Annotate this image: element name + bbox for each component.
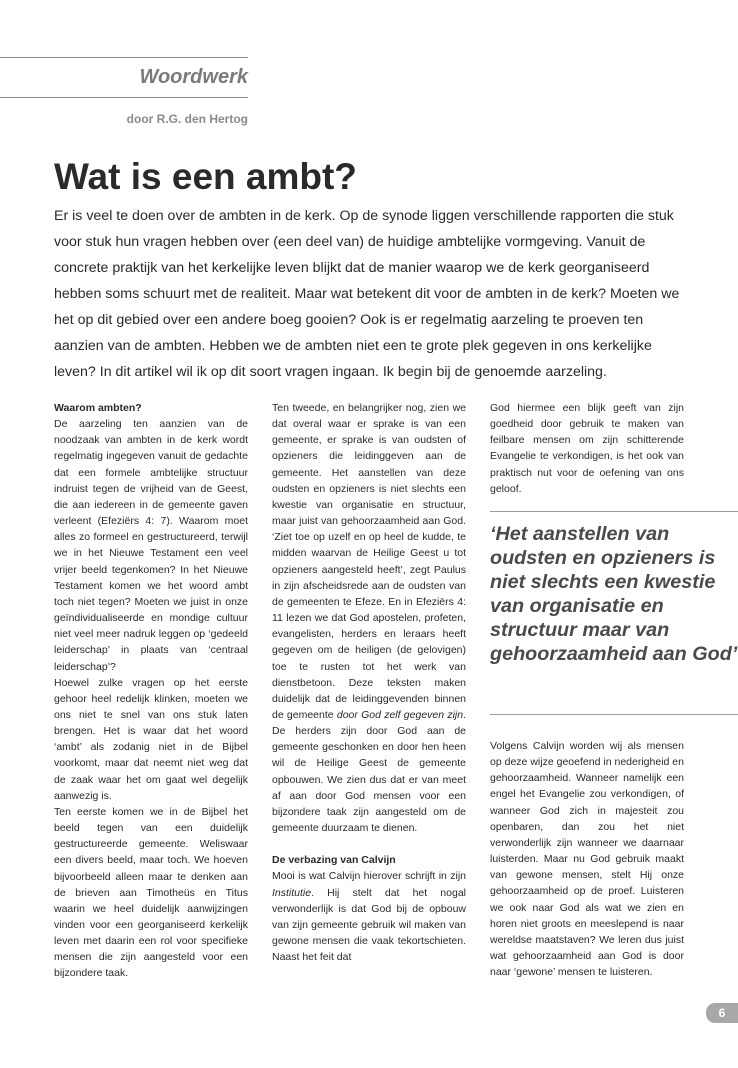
text-run: Ten tweede, en belangrijker nog, zien we dat overal waar er sprake is van een gemeente, er sprake is van oudsten of opzieners die leidinggeven aan de gemeente. Het aanstellen van deze oudsten en opzieners is niet slechts een kwestie van organisatie en structuur, maar juist van gehoorzaamheid aan God. ‘Ziet toe op uzelf en op heel de kudde, te midden waarvan de Heilige Geest u tot opzieners aangesteld heeft’, zegt Paulus in zijn afscheidsrede aan de oudsten van de gemeenten te Efeze. En in Efeziërs 4: 11 lezen we dat God apostelen, profeten, evangelisten, herders en leraars heeft gegeven om de heiligen (de gelovigen) toe te rusten tot het werk van dienstbetoon. Deze teksten maken duidelijk dat de leidinggevenden binnen de gemeente — [272, 402, 466, 721]
paragraph: Ten eerste komen we in de Bijbel het beeld tegen van een duidelijk gestructureerde gemeente. Weliswaar een divers beeld, maar toch. We hoeven bijvoorbeeld alleen maar te denken aan de brieven aan Timotheüs en Titus waarin we heel duidelijk aanwijzingen vinden voor een georganiseerd kerkelijk leven met daarin een rol voor specifieke mensen die zijn aangesteld voor een bijzondere taak. — [54, 805, 248, 980]
column-3 — [490, 400, 684, 497]
subheading-waarom-ambten: Waarom ambten? — [54, 402, 142, 414]
paragraph — [272, 868, 466, 965]
page-number-badge: 6 — [706, 1003, 738, 1023]
paragraph: Volgens Calvijn worden wij als mensen op deze wijze geoefend in nederigheid en gehoorzaamheid. Wanneer namelijk een engel het Evangelie zou verkondigen, of wanneer God zich in majesteit zou openbaren, dan zou het niet verwonderlijk zijn wanneer we daarnaar luisterden. Maar nu God gebruik maakt van gewone mensen, stelt Hij onze gehoorzaamheid op de proef. Luisteren we ook naar God als wat we zien en horen niet groots en meeslepend is naar wereldse maatstaven? We leren dus juist wat gehoorzaamheid aan God is door naar ‘gewone’ mensen te luisteren. — [490, 740, 684, 979]
column-1 — [54, 400, 248, 982]
pull-quote: ‘Het aanstellen van oudsten en opzieners is niet slechts een kwestie van organisatie en structuur maar van gehoorzaamheid aan God’ — [490, 523, 738, 665]
header-rule-bottom — [0, 97, 248, 98]
author-byline: door R.G. den Hertog — [126, 112, 248, 126]
subheading-verbazing-calvijn: De verbazing van Calvijn — [272, 854, 396, 867]
header-rule-top — [0, 57, 248, 58]
article-title: Wat is een ambt? — [54, 156, 357, 197]
paragraph: Hoewel zulke vragen op het eerste gehoor heel redelijk klinken, moeten we ons niet te snel van ons stuk laten brengen. Het is waar dat het woord ‘ambt’ als zodanig niet in de Bijbel voorkomt, maar dat neemt niet weg dat de zaak waar het om gaat wel degelijk aanwezig is. — [54, 676, 248, 802]
text-run: . Hij stelt dat het nogal verwonderlijk is dat God bij de opbouw van zijn gemeente gebruik wil maken van gewone mensen die vaak tekortschieten. Naast het feit dat — [272, 886, 466, 964]
column-3-continued — [490, 738, 684, 980]
spacer — [272, 836, 466, 852]
emphasis: Institutie — [272, 886, 312, 899]
pullquote-rule-top — [490, 511, 738, 512]
pullquote-rule-bottom — [490, 714, 738, 715]
section-title: Woordwerk — [139, 66, 248, 88]
paragraph — [272, 400, 466, 836]
text-run: Mooi is wat Calvijn hierover schrijft in zijn — [272, 870, 466, 883]
emphasis: door God zelf gegeven zijn — [336, 708, 464, 721]
article-intro: Er is veel te doen over de ambten in de kerk. Op de synode liggen verschillende rapporten die stuk voor stuk hun vragen hebben over (een deel van) de huidige ambtelijke vormgeving. Vanuit de concrete praktijk van het kerkelijke leven blijkt dat de manier waarop we de kerk georganiseerd hebben soms schuurt met de realiteit. Maar wat betekent dit voor de ambten in de kerk? Moeten we het op dit gebied over een andere boeg gooien? Ook is er regelmatig aarzeling te proeven ten aanzien van de ambten. Hebben we de ambten niet een te grote plek gegeven in ons kerkelijke leven? In dit artikel wil ik op dit soort vragen ingaan. Ik begin bij de genoemde aarzeling. — [54, 208, 680, 380]
paragraph: God hiermee een blijk geeft van zijn goedheid door gebruik te maken van feilbare mensen om zijn schitterende Evangelie te verkondigen, is het ook van praktisch nut voor de oefening van ons geloof. — [490, 402, 684, 495]
text-run: . De herders zijn door God aan de gemeente geschonken en door hen heen wil de Heilige Geest de gemeente opbouwen. We zien dus dat er van meet af aan door God mensen voor een bijzondere taak zijn aangesteld om de gemeente duurzaam te dienen. — [272, 708, 467, 835]
column-2 — [272, 400, 466, 965]
paragraph: De aarzeling ten aanzien van de noodzaak van ambten in de kerk wordt regelmatig ingegeven vanuit de gedachte dat een formele ambtelijke structuur indruist tegen de vrijheid van de Geest, die aan iedereen in de gemeente gaven verleent (Efeziërs 4: 7). Waarom moet alles zo formeel en gestructureerd, terwijl we in het Nieuwe Testament een veel vrijer beeld tegenkomen? In het Nieuwe Testament komen we het woord ambt toch niet tegen? Moeten we juist in onze geïndividualiseerde en mondige cultuur niet veel meer nadruk leggen op ‘gedeeld leiderschap’ in plaats van ‘centraal leiderschap’? — [54, 418, 248, 673]
